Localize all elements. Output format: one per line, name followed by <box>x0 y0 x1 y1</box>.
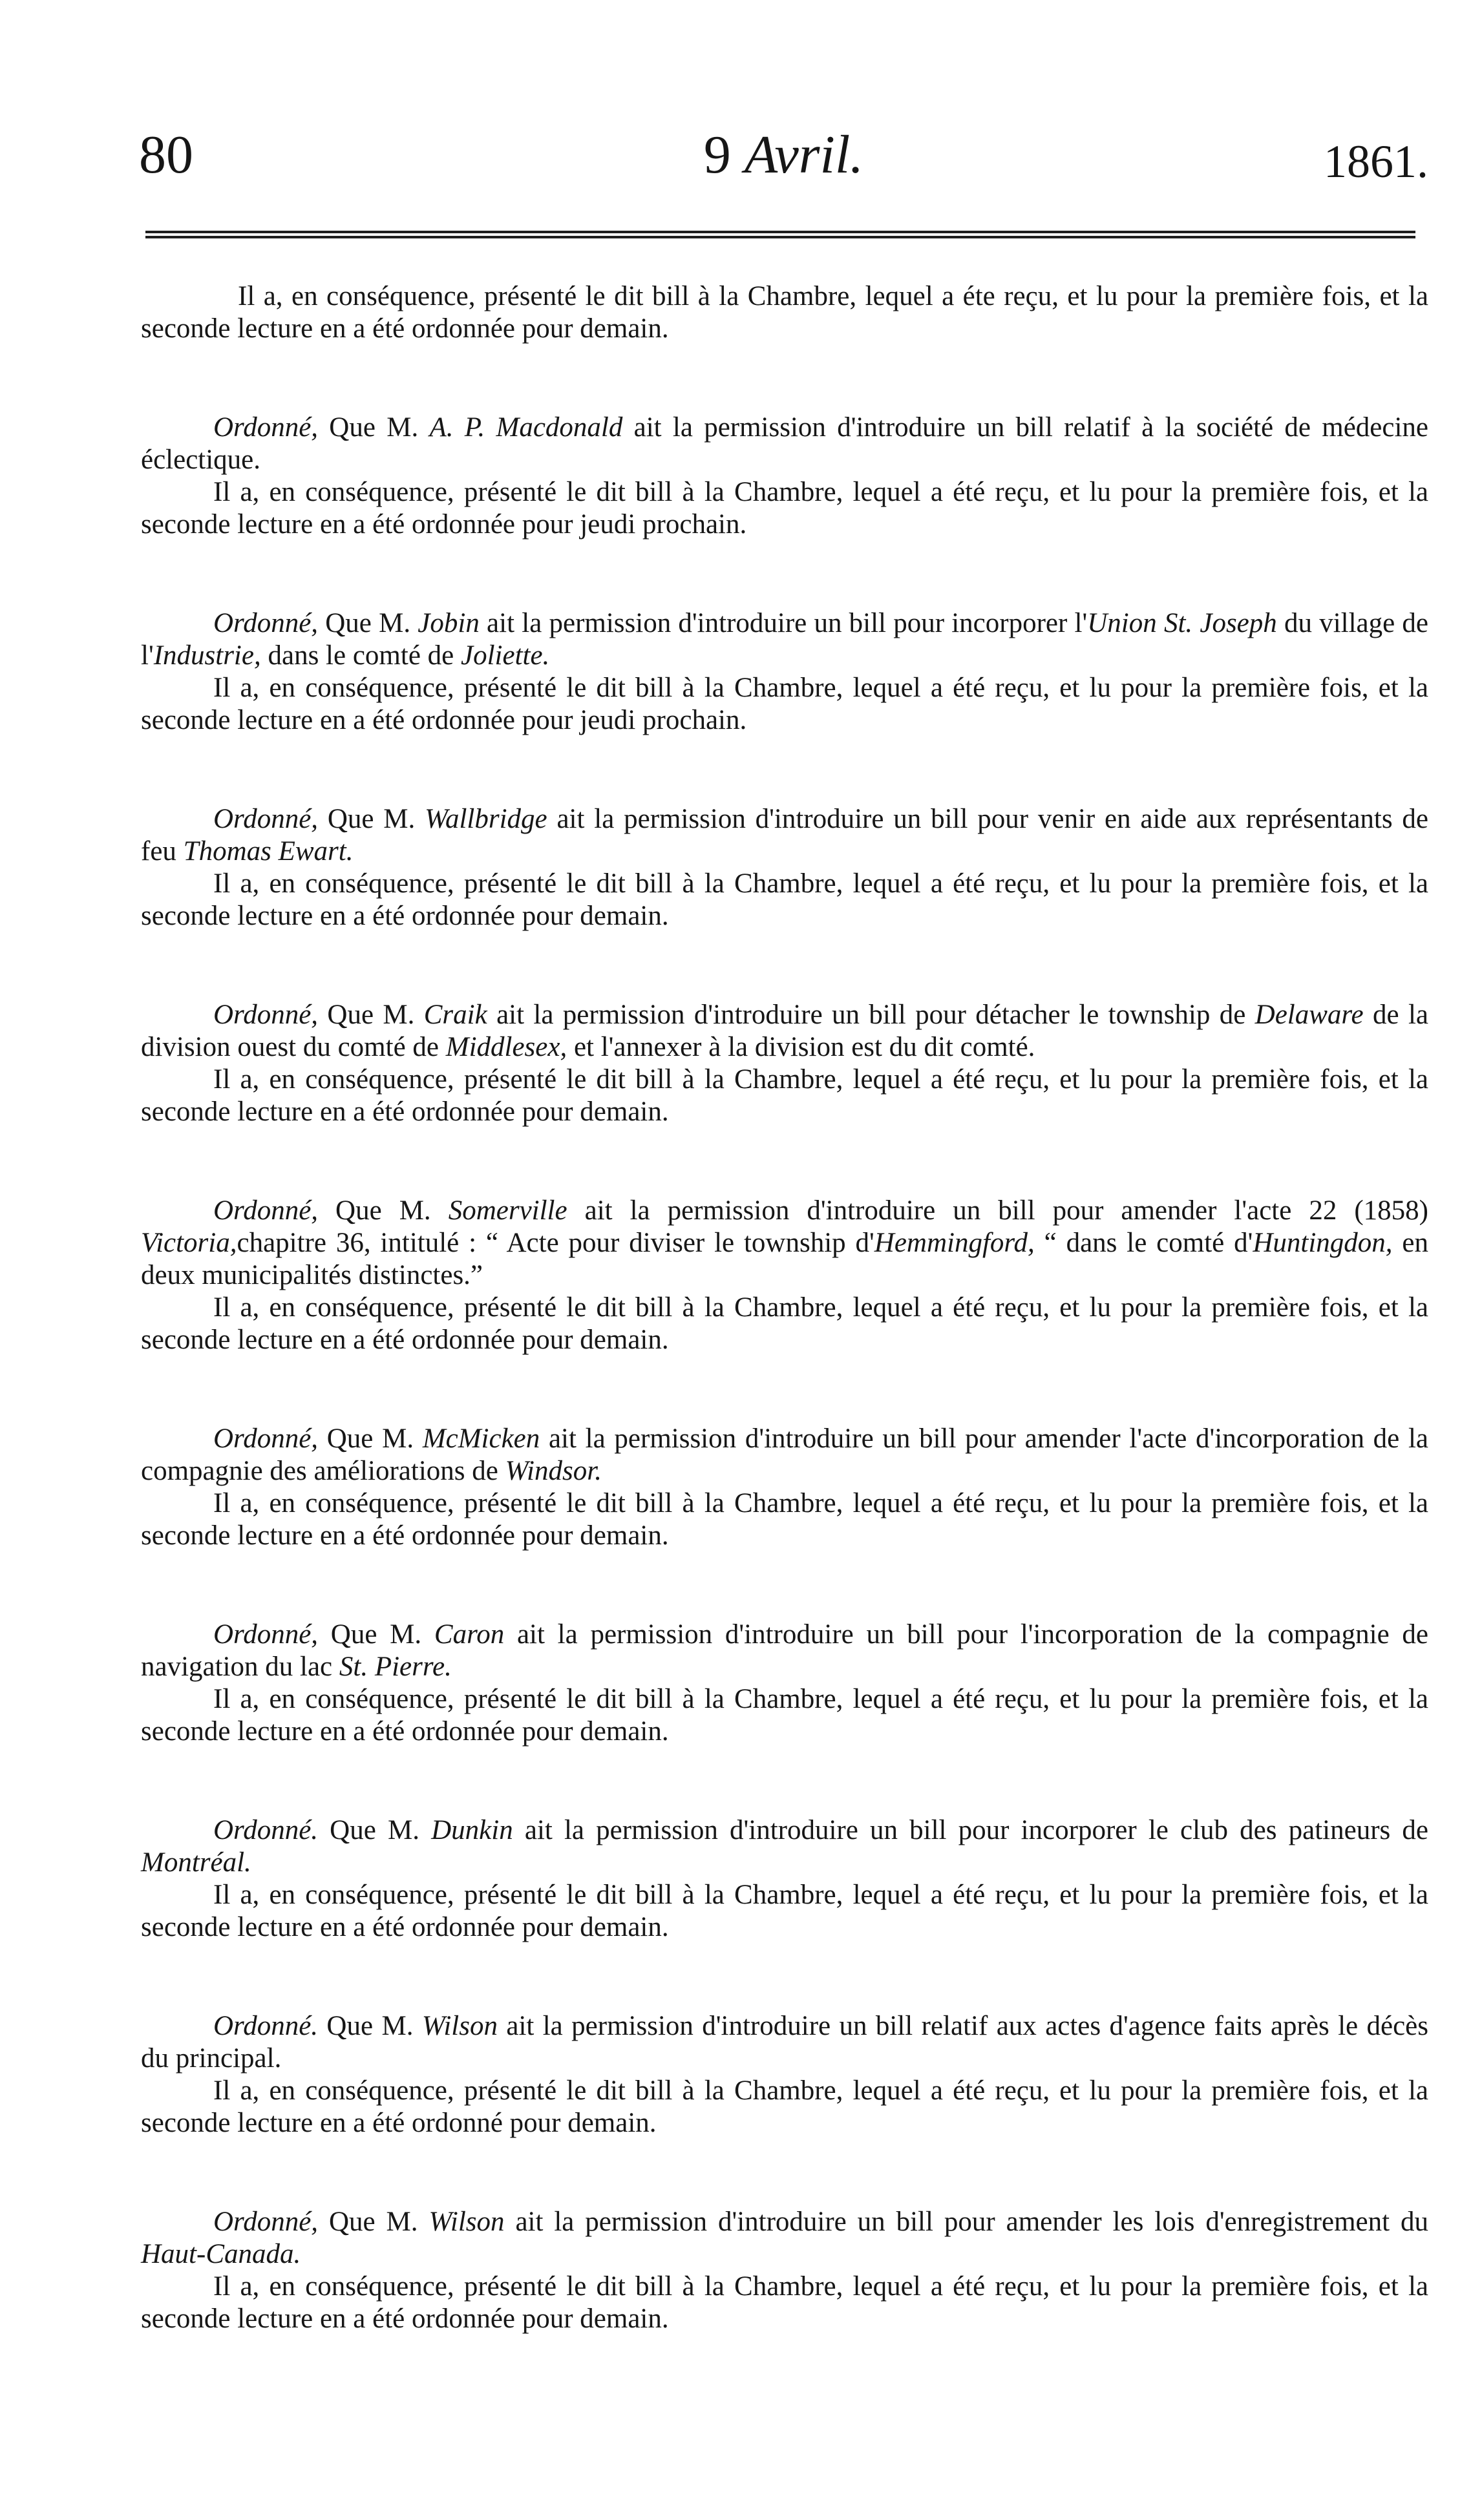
place-name: Montréal. <box>141 1847 251 1878</box>
motion-text: ait la permission d'introduire un bill pour détacher le township de <box>487 1000 1255 1030</box>
motion-text: de la division ouest du comté de <box>141 1000 1428 1062</box>
ordonne-label: Ordonné, <box>213 1195 319 1226</box>
entry-motion <box>141 1423 1428 1487</box>
ordonne-label: Ordonné, <box>213 1619 319 1650</box>
member-name: Wilson <box>421 2011 498 2041</box>
motion-text: et l'annexer à la division est du dit comté. <box>567 1032 1035 1062</box>
entry-motion <box>141 2010 1428 2075</box>
date-month: Avril. <box>744 125 864 185</box>
entry-wilson-enregistrement <box>141 2206 1428 2335</box>
entry-motion <box>141 1619 1428 1683</box>
place-name: St. Pierre. <box>339 1652 452 1682</box>
entry-result: Il a, en conséquence, présenté le dit bill à la Chambre, lequel a été reçu, et lu pour la première fois, et la seconde lecture en a été ordonné pour demain. <box>141 2075 1428 2138</box>
ordonne-label: Ordonné, <box>213 804 319 834</box>
entry-motion <box>141 1814 1428 1879</box>
header-rule <box>145 231 1415 238</box>
ordonne-label: Ordonné. <box>213 1815 319 1845</box>
member-name: A. P. Macdonald <box>429 412 623 443</box>
entry-motion <box>141 607 1428 672</box>
entry-result: Il a, en conséquence, présenté le dit bill à la Chambre, lequel a été reçu, et lu pour la première fois, et la seconde lecture en a été ordonnée pour demain. <box>141 1064 1428 1127</box>
motion-text: Que M. <box>318 608 418 638</box>
motion-text: ait la permission d'introduire un bill pour amender les lois d'enregistrement du <box>504 2207 1428 2237</box>
entry-motion <box>141 999 1428 1064</box>
place-name: Hemmingford, <box>874 1228 1035 1258</box>
motion-text: ait la permission d'introduire un bill pour incorporer le club des patineurs de <box>513 1815 1429 1845</box>
entry-motion <box>141 2206 1428 2271</box>
person-name: Thomas Ewart. <box>183 836 354 866</box>
motion-text: chapitre 36, intitulé : “ Acte pour diviser le township d' <box>237 1228 874 1258</box>
member-name: McMicken <box>422 1423 540 1454</box>
member-name: Caron <box>434 1619 505 1650</box>
entry-result: Il a, en conséquence, présenté le dit bill à la Chambre, lequel a été reçu, et lu pour la première fois, et la seconde lecture en a été ordonnée pour demain. <box>141 1488 1428 1551</box>
ordonne-label: Ordonné, <box>213 1000 319 1030</box>
entry-result: Il a, en conséquence, présenté le dit bill à la Chambre, lequel a été reçu, et lu pour la première fois, et la seconde lecture en a été ordonnée pour demain. <box>141 1292 1428 1355</box>
motion-text: Que M. <box>318 1000 424 1030</box>
motion-text: du village de l' <box>141 608 1428 671</box>
entry-result: Il a, en conséquence, présenté le dit bill à la Chambre, lequel a été reçu, et lu pour la première fois, et la seconde lecture en a été ordonnée pour demain. <box>141 1880 1428 1942</box>
place-name: Middlesex, <box>445 1032 567 1062</box>
page-number: 80 <box>139 125 193 185</box>
entry-jobin <box>141 607 1428 737</box>
entry-wilson-agence <box>141 2010 1428 2139</box>
member-name: Wallbridge <box>425 804 547 834</box>
place-name: Union St. Joseph <box>1087 608 1277 638</box>
motion-text: dans le comté de <box>260 640 461 671</box>
motion-text: Que M. <box>318 1195 449 1226</box>
motion-text: ait la permission d'introduire un bill pour venir en aide aux représentants de feu <box>141 804 1429 866</box>
motion-text: Que M. <box>318 2011 422 2041</box>
entry-macdonald <box>141 412 1428 541</box>
entry-mcmicken <box>141 1423 1428 1552</box>
motion-text: ait la permission d'introduire un bill relatif à la société de médecine éclectique. <box>141 412 1428 475</box>
entry-result: Il a, en conséquence, présenté le dit bill à la Chambre, lequel a été reçu, et lu pour la première fois, et la seconde lecture en a été ordonnée pour jeudi prochain. <box>141 477 1428 540</box>
entry-result: Il a, en conséquence, présenté le dit bill à la Chambre, lequel a été reçu, et lu pour la première fois, et la seconde lecture en a été ordonnée pour demain. <box>141 868 1428 931</box>
motion-text: ait la permission d'introduire un bill pour l'incorporation de la compagnie de navigation du lac <box>141 1619 1428 1682</box>
motion-text: Que M. <box>318 1815 432 1845</box>
motion-text: Que M. <box>318 804 425 834</box>
page-header <box>139 123 1428 194</box>
motion-text: Que M. <box>318 412 430 443</box>
entry-dunkin <box>141 1814 1428 1944</box>
entry-caron <box>141 1619 1428 1748</box>
header-rule-bottom <box>145 236 1415 238</box>
member-name: Somerville <box>448 1195 567 1226</box>
ordonne-label: Ordonné, <box>213 608 319 638</box>
ordonne-label: Ordonné. <box>213 2011 319 2041</box>
motion-text: Que M. <box>318 1423 423 1454</box>
statute-name: Victoria, <box>141 1228 237 1258</box>
entry-result: Il a, en conséquence, présenté le dit bill à la Chambre, lequel a été reçu, et lu pour la première fois, et la seconde lecture en a été ordonnée pour jeudi prochain. <box>141 673 1428 735</box>
motion-text: Que M. <box>318 2207 429 2237</box>
motion-text: ait la permission d'introduire un bill pour amender l'acte 22 (1858) <box>567 1195 1428 1226</box>
entry-result: Il a, en conséquence, présenté le dit bill à la Chambre, lequel a éte reçu, et lu pour la première fois, et la seconde lecture en a été ordonnée pour demain. <box>141 281 1428 344</box>
place-name: Delaware <box>1254 1000 1364 1030</box>
ordonne-label: Ordonné, <box>213 1423 319 1454</box>
member-name: Jobin <box>418 608 480 638</box>
entry-craik <box>141 999 1428 1128</box>
entry-motion <box>141 803 1428 868</box>
place-name: Joliette. <box>461 640 550 671</box>
ordonne-label: Ordonné, <box>213 412 319 443</box>
header-rule-top <box>145 231 1415 233</box>
motion-text: ait la permission d'introduire un bill relatif aux actes d'agence faits après le décès du principal. <box>141 2011 1429 2074</box>
entry-motion <box>141 412 1428 476</box>
page-date <box>139 123 1428 187</box>
place-name: Haut-Canada. <box>141 2239 301 2269</box>
page-year: 1861. <box>1324 136 1428 187</box>
date-day: 9 <box>703 125 731 185</box>
entry-result: Il a, en conséquence, présenté le dit bill à la Chambre, lequel a été reçu, et lu pour la première fois, et la seconde lecture en a été ordonnée pour demain. <box>141 2271 1428 2334</box>
entry-continuation <box>141 280 1428 345</box>
entry-somerville <box>141 1195 1428 1356</box>
entry-wallbridge <box>141 803 1428 932</box>
motion-text: “ dans le comté d' <box>1034 1228 1253 1258</box>
entry-motion <box>141 1195 1428 1292</box>
place-name: Windsor. <box>505 1456 602 1486</box>
ordonne-label: Ordonné, <box>213 2207 319 2237</box>
member-name: Craik <box>423 1000 487 1030</box>
member-name: Wilson <box>429 2207 505 2237</box>
motion-text: ait la permission d'introduire un bill pour incorporer l' <box>479 608 1088 638</box>
place-name: Huntingdon, <box>1253 1228 1393 1258</box>
place-name: Industrie, <box>153 640 261 671</box>
journal-body <box>141 280 1428 2402</box>
motion-text: en deux municipalités distinctes.” <box>141 1228 1428 1290</box>
motion-text: ait la permission d'introduire un bill pour amender l'acte d'incorporation de la compagnie des améliorations de <box>141 1423 1428 1486</box>
member-name: Dunkin <box>431 1815 513 1845</box>
motion-text: Que M. <box>318 1619 434 1650</box>
entry-result: Il a, en conséquence, présenté le dit bill à la Chambre, lequel a été reçu, et lu pour la première fois, et la seconde lecture en a été ordonnée pour demain. <box>141 1684 1428 1747</box>
